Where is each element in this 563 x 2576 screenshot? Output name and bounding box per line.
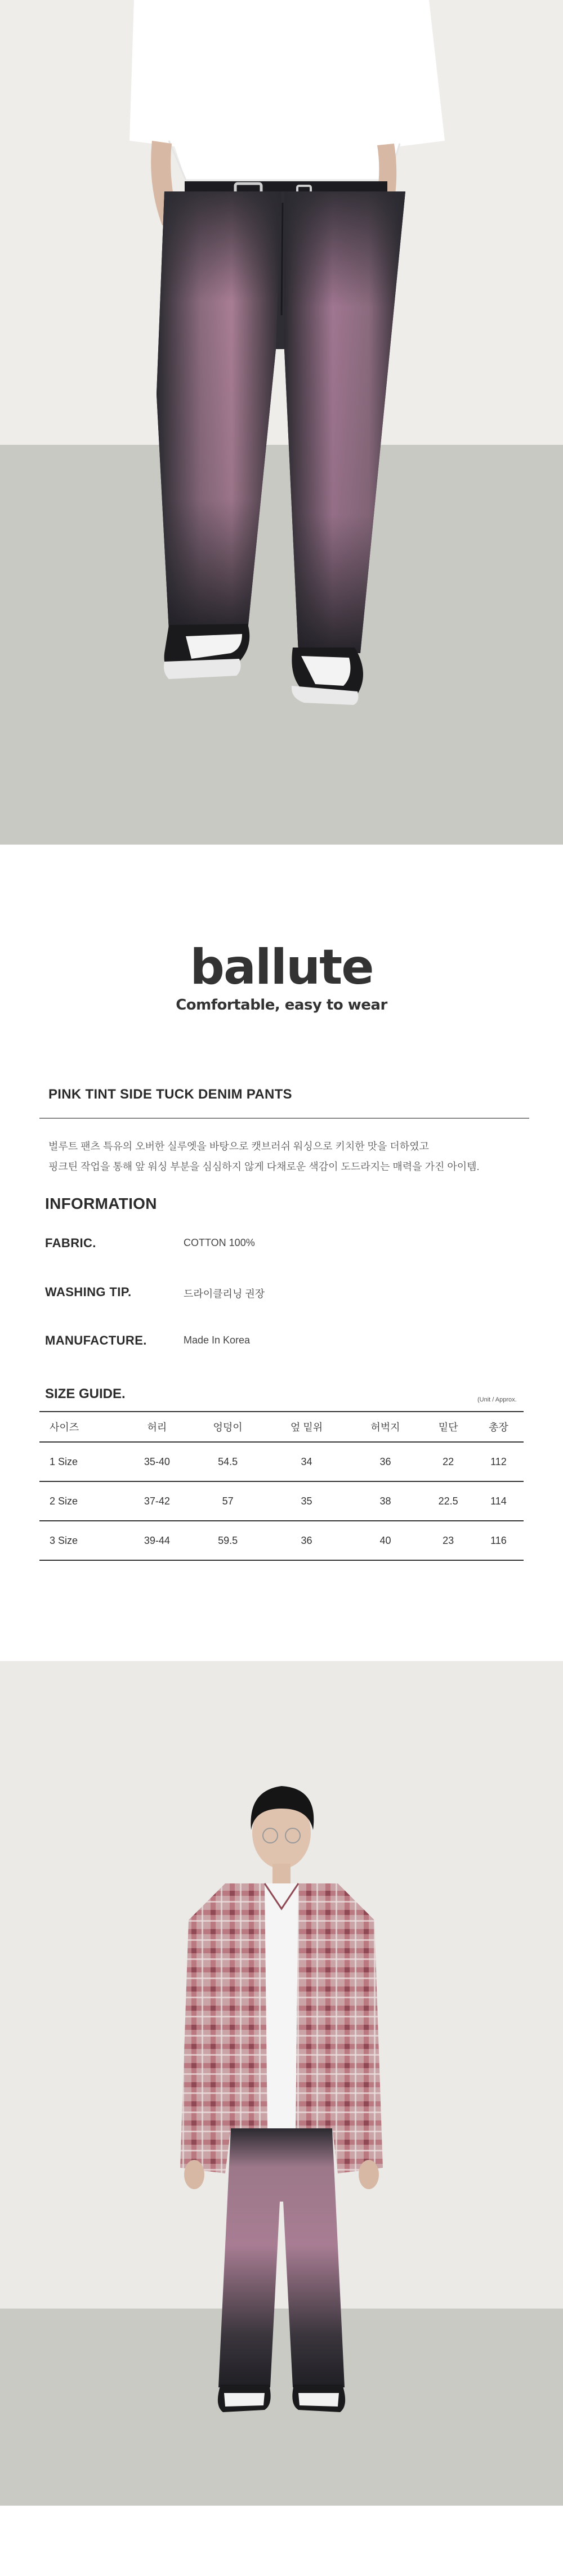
product-description xyxy=(48,1136,521,1177)
column-header: 총장 xyxy=(473,1412,524,1442)
table-cell: 37-42 xyxy=(124,1481,190,1521)
table-cell: 35 xyxy=(265,1481,347,1521)
table-cell: 1 Size xyxy=(39,1442,124,1481)
table-cell: 34 xyxy=(265,1442,347,1481)
column-header: 밑단 xyxy=(423,1412,473,1442)
info-row-washing xyxy=(45,1285,518,1302)
brand-block xyxy=(0,940,563,1014)
table-cell: 39-44 xyxy=(124,1521,190,1560)
table-cell: 35-40 xyxy=(124,1442,190,1481)
size-unit-note: (Unit / Approx. xyxy=(477,1396,517,1403)
table-cell: 36 xyxy=(348,1442,423,1481)
size-table-header xyxy=(39,1412,524,1442)
info-row-fabric xyxy=(45,1236,518,1253)
brand-tagline: Comfortable, easy to wear xyxy=(176,997,387,1014)
column-header: 엉덩이 xyxy=(190,1412,266,1442)
description-line: 핑크틴 작업을 통해 앞 워싱 부분을 심심하지 않게 다채로운 색감이 도드라지는 매력을 가진 아이템. xyxy=(48,1161,480,1172)
left-sneaker xyxy=(164,624,249,679)
pants-closeup-illustration xyxy=(0,0,563,845)
table-cell: 36 xyxy=(265,1521,347,1560)
size-guide-heading: SIZE GUIDE. xyxy=(45,1386,126,1401)
info-label: FABRIC. xyxy=(45,1236,96,1250)
column-header: 허리 xyxy=(124,1412,190,1442)
table-cell: 40 xyxy=(348,1521,423,1560)
table-cell: 112 xyxy=(473,1442,524,1481)
column-header: 엎 밑위 xyxy=(265,1412,347,1442)
title-divider xyxy=(39,1118,529,1119)
brand-logo: ballute xyxy=(190,939,373,995)
table-cell: 59.5 xyxy=(190,1521,266,1560)
information-heading: INFORMATION xyxy=(45,1195,157,1212)
table-row xyxy=(39,1481,524,1521)
description-line: 벌루트 팬츠 특유의 오버한 실루엣을 바탕으로 캣브러쉬 워싱으로 키치한 맛을 더하였고 xyxy=(48,1141,429,1152)
table-cell: 57 xyxy=(190,1481,266,1521)
table-cell: 22 xyxy=(423,1442,473,1481)
table-cell: 22.5 xyxy=(423,1481,473,1521)
column-header: 허벅지 xyxy=(348,1412,423,1442)
floor xyxy=(0,445,563,845)
info-value: COTTON 100% xyxy=(184,1237,255,1248)
product-photo-fullbody xyxy=(0,1661,563,2506)
size-table xyxy=(39,1411,524,1561)
right-sneaker xyxy=(292,648,363,705)
product-photo-closeup xyxy=(0,0,563,845)
model-fullbody-illustration xyxy=(0,1661,563,2506)
info-value: 드라이클리닝 권장 xyxy=(184,1288,265,1300)
product-title: PINK TINT SIDE TUCK DENIM PANTS xyxy=(48,1087,292,1102)
info-label: MANUFACTURE. xyxy=(45,1333,147,1347)
info-label: WASHING TIP. xyxy=(45,1285,132,1299)
white-tee xyxy=(265,1883,298,2128)
table-row xyxy=(39,1521,524,1560)
floor xyxy=(0,2309,563,2506)
table-cell: 116 xyxy=(473,1521,524,1560)
info-value: Made In Korea xyxy=(184,1334,251,1346)
table-cell: 54.5 xyxy=(190,1442,266,1481)
table-row xyxy=(39,1442,524,1481)
table-cell: 114 xyxy=(473,1481,524,1521)
table-cell: 2 Size xyxy=(39,1481,124,1521)
table-cell: 23 xyxy=(423,1521,473,1560)
table-cell: 3 Size xyxy=(39,1521,124,1560)
column-header: 사이즈 xyxy=(39,1412,124,1442)
table-cell: 38 xyxy=(348,1481,423,1521)
info-row-manufacture xyxy=(45,1333,518,1350)
